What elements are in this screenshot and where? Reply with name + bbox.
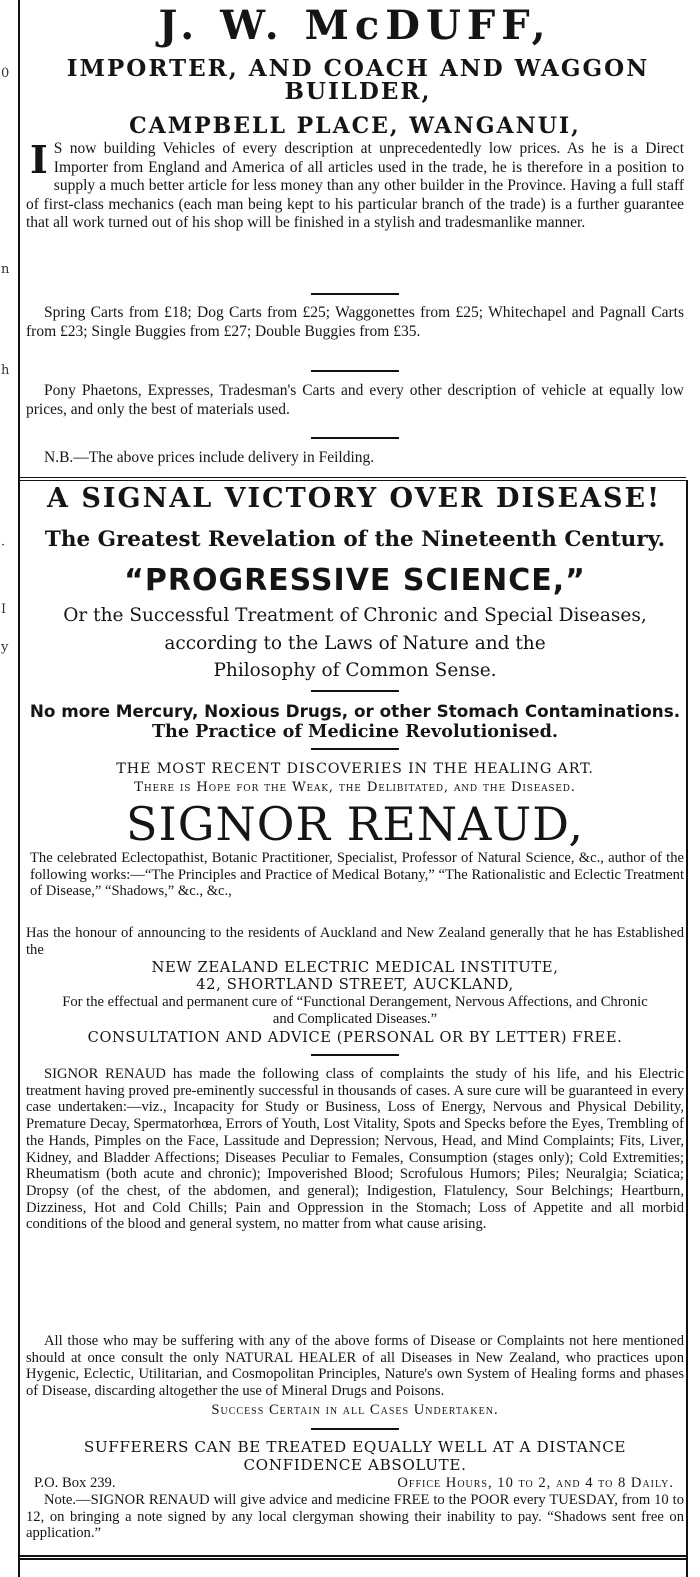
section-divider [311, 690, 399, 692]
celebrated-paragraph: The celebrated Eclectopathist, Botanic Practitioner, Specialist, Professor of Natural Science, &c., author of the following works:—“The Principles and Practice of Medical Botany,” “The Rationalistic and Eclectic Treatment of Disease,” “Shadows,” &c., &c., [30, 850, 684, 900]
mcduff-title: J. W. McDUFF, [158, 2, 552, 49]
victory-headline: A SIGNAL VICTORY OVER DISEASE! [47, 483, 661, 514]
revelation-headline: The Greatest Revelation of the Nineteenth Century. [44, 527, 666, 552]
dropcap: I [30, 137, 48, 182]
recent-discoveries: THE MOST RECENT DISCOVERIES IN THE HEALING ART. [116, 761, 594, 777]
po-box: P.O. Box 239. [34, 1475, 116, 1491]
honour-paragraph: Has the honour of announcing to the residents of Auckland and New Zealand generally that he has Established the [26, 925, 684, 958]
office-hours: Office Hours, 10 to 2, and 4 to 8 Daily. [397, 1475, 674, 1491]
section-divider [311, 1428, 399, 1430]
subtitle-line-2: according to the Laws of Nature and the [164, 633, 546, 654]
mcduff-subtitle: IMPORTER, AND COACH AND WAGGON BUILDER, [66, 55, 650, 105]
success-line: Success Certain in all Cases Undertaken. [211, 1402, 499, 1418]
hope-line: There is Hope for the Weak, the Delibitated, and the Diseased. [134, 780, 576, 795]
mcduff-note: N.B.—The above prices include delivery in Feilding. [44, 449, 375, 466]
margin-fragment: 0 [1, 66, 10, 81]
consultation-line: CONSULTATION AND ADVICE (PERSONAL OR BY LETTER) FREE. [87, 1029, 623, 1046]
sufferers-line: SUFFERERS CAN BE TREATED EQUALLY WELL AT A DISTANCE [83, 1438, 627, 1456]
mcduff-intro [26, 137, 684, 233]
section-divider [311, 370, 399, 372]
column-rule-right [686, 480, 688, 1577]
all-those-paragraph: All those who may be suffering with any of the above forms of Disease or Complaints not here mentioned should at once consult the only NATURAL HEALER of all Diseases in New Zealand, who practices upon Hygenic, Eclectic, Utilitarian, and Cosmopolitan Principles, Nature's own System of Healing forms and phases of Disease, discarding altogether the use of Mineral Drugs and Poisons. [26, 1333, 684, 1400]
margin-fragment: n [1, 262, 10, 277]
margin-fragment: · [1, 538, 6, 553]
margin-fragment: h [1, 363, 10, 378]
poor-note: Note.—SIGNOR RENAUD will give advice and medicine FREE to the POOR every TUESDAY, from 10 to 12, on bringing a note signed by any local clergyman showing their inability to pay. “Shadows sent free on application.” [26, 1492, 684, 1542]
margin-fragment: I [1, 602, 7, 617]
margin-fragment: y [1, 640, 9, 655]
mcduff-prices: Spring Carts from £18; Dog Carts from £25; Waggonettes from £25; Whitechapel and Pagnall Carts from £23; Single Buggies from £27; Double Buggies from £35. [26, 304, 684, 340]
no-more-mercury: No more Mercury, Noxious Drugs, or other Stomach Contaminations. [29, 701, 681, 721]
section-divider [311, 437, 399, 439]
section-divider [311, 293, 399, 295]
practice-revolutionised: The Practice of Medicine Revolutionised. [151, 721, 559, 742]
mcduff-phaetons: Pony Phaetons, Expresses, Tradesman's Carts and every other description of vehicle at equally low prices, and only the best of materials used. [26, 382, 684, 418]
institute-name: NEW ZEALAND ELECTRIC MEDICAL INSTITUTE, [151, 959, 559, 976]
contact-row [34, 1475, 674, 1492]
effectual-cure: For the effectual and permanent cure of “Functional Derangement, Nervous Affections, and Chronic and Complicated Diseases.” [62, 994, 648, 1027]
mcduff-location: CAMPBELL PLACE, WANGANUI, [129, 113, 581, 139]
confidence-line: CONFIDENCE ABSOLUTE. [243, 1456, 467, 1474]
institute-address: 42, SHORTLAND STREET, AUCKLAND, [196, 976, 514, 993]
section-divider [311, 748, 399, 750]
column-rule-left [18, 0, 20, 1577]
subtitle-line-1: Or the Successful Treatment of Chronic and Special Diseases, [63, 605, 647, 626]
signor-renaud-name: SIGNOR RENAUD, [126, 797, 584, 851]
progressive-science-title: “PROGRESSIVE SCIENCE,” [124, 563, 586, 598]
subtitle-line-3: Philosophy of Common Sense. [213, 660, 497, 681]
bottom-rule [20, 1555, 686, 1563]
section-divider [311, 1054, 399, 1056]
complaints-paragraph: SIGNOR RENAUD has made the following class of complaints the study of his life, and his Electric treatment having proved pre-eminently successful in thousands of cases. A sure cure will be guaranteed in every case undertaken:—viz., Incapacity for Study or Business, Loss of Energy, Nervous and Physical Debility, Premature Decay, Spermatorhœa, Errors of Youth, Lost Vitality, Spots and Specks before the Eyes, Trembling of the Hands, Pimples on the Face, Lassitude and Depression; Nervous, Head, and Mind Complaints; Fits, Liver, Kidney, and Bladder Affections; Diseases Peculiar to Females, Consumption (stages only); Cold Extremities; Rheumatism (both acute and chronic); Impoverished Blood; Scrofulous Humors; Piles; Neuralgia; Sciatica; Dropsy (of the chest, of the abdomen, and general); Indigestion, Flatulency, Sour Belchings; Heartburn, Dizziness, Hot and Cold Chills; Pain and Oppression in the Stomach; Loss of Appetite and all morbid conditions of the blood and general system, no matter from what cause arising. [26, 1066, 684, 1233]
mcduff-intro-text: S now building Vehicles of every description at unprecedentedly low prices. As he is a Direct Importer from England and America of all articles used in the trade, he is therefore in a position to supply a much better article for less money than any other builder in the Province. Having a full staff of first-class mechanics (each man being kept to his particular branch of the trade) is a further guarantee that all work turned out of his shop will be finished in a stylish and tradesmanlike manner. [26, 140, 684, 231]
